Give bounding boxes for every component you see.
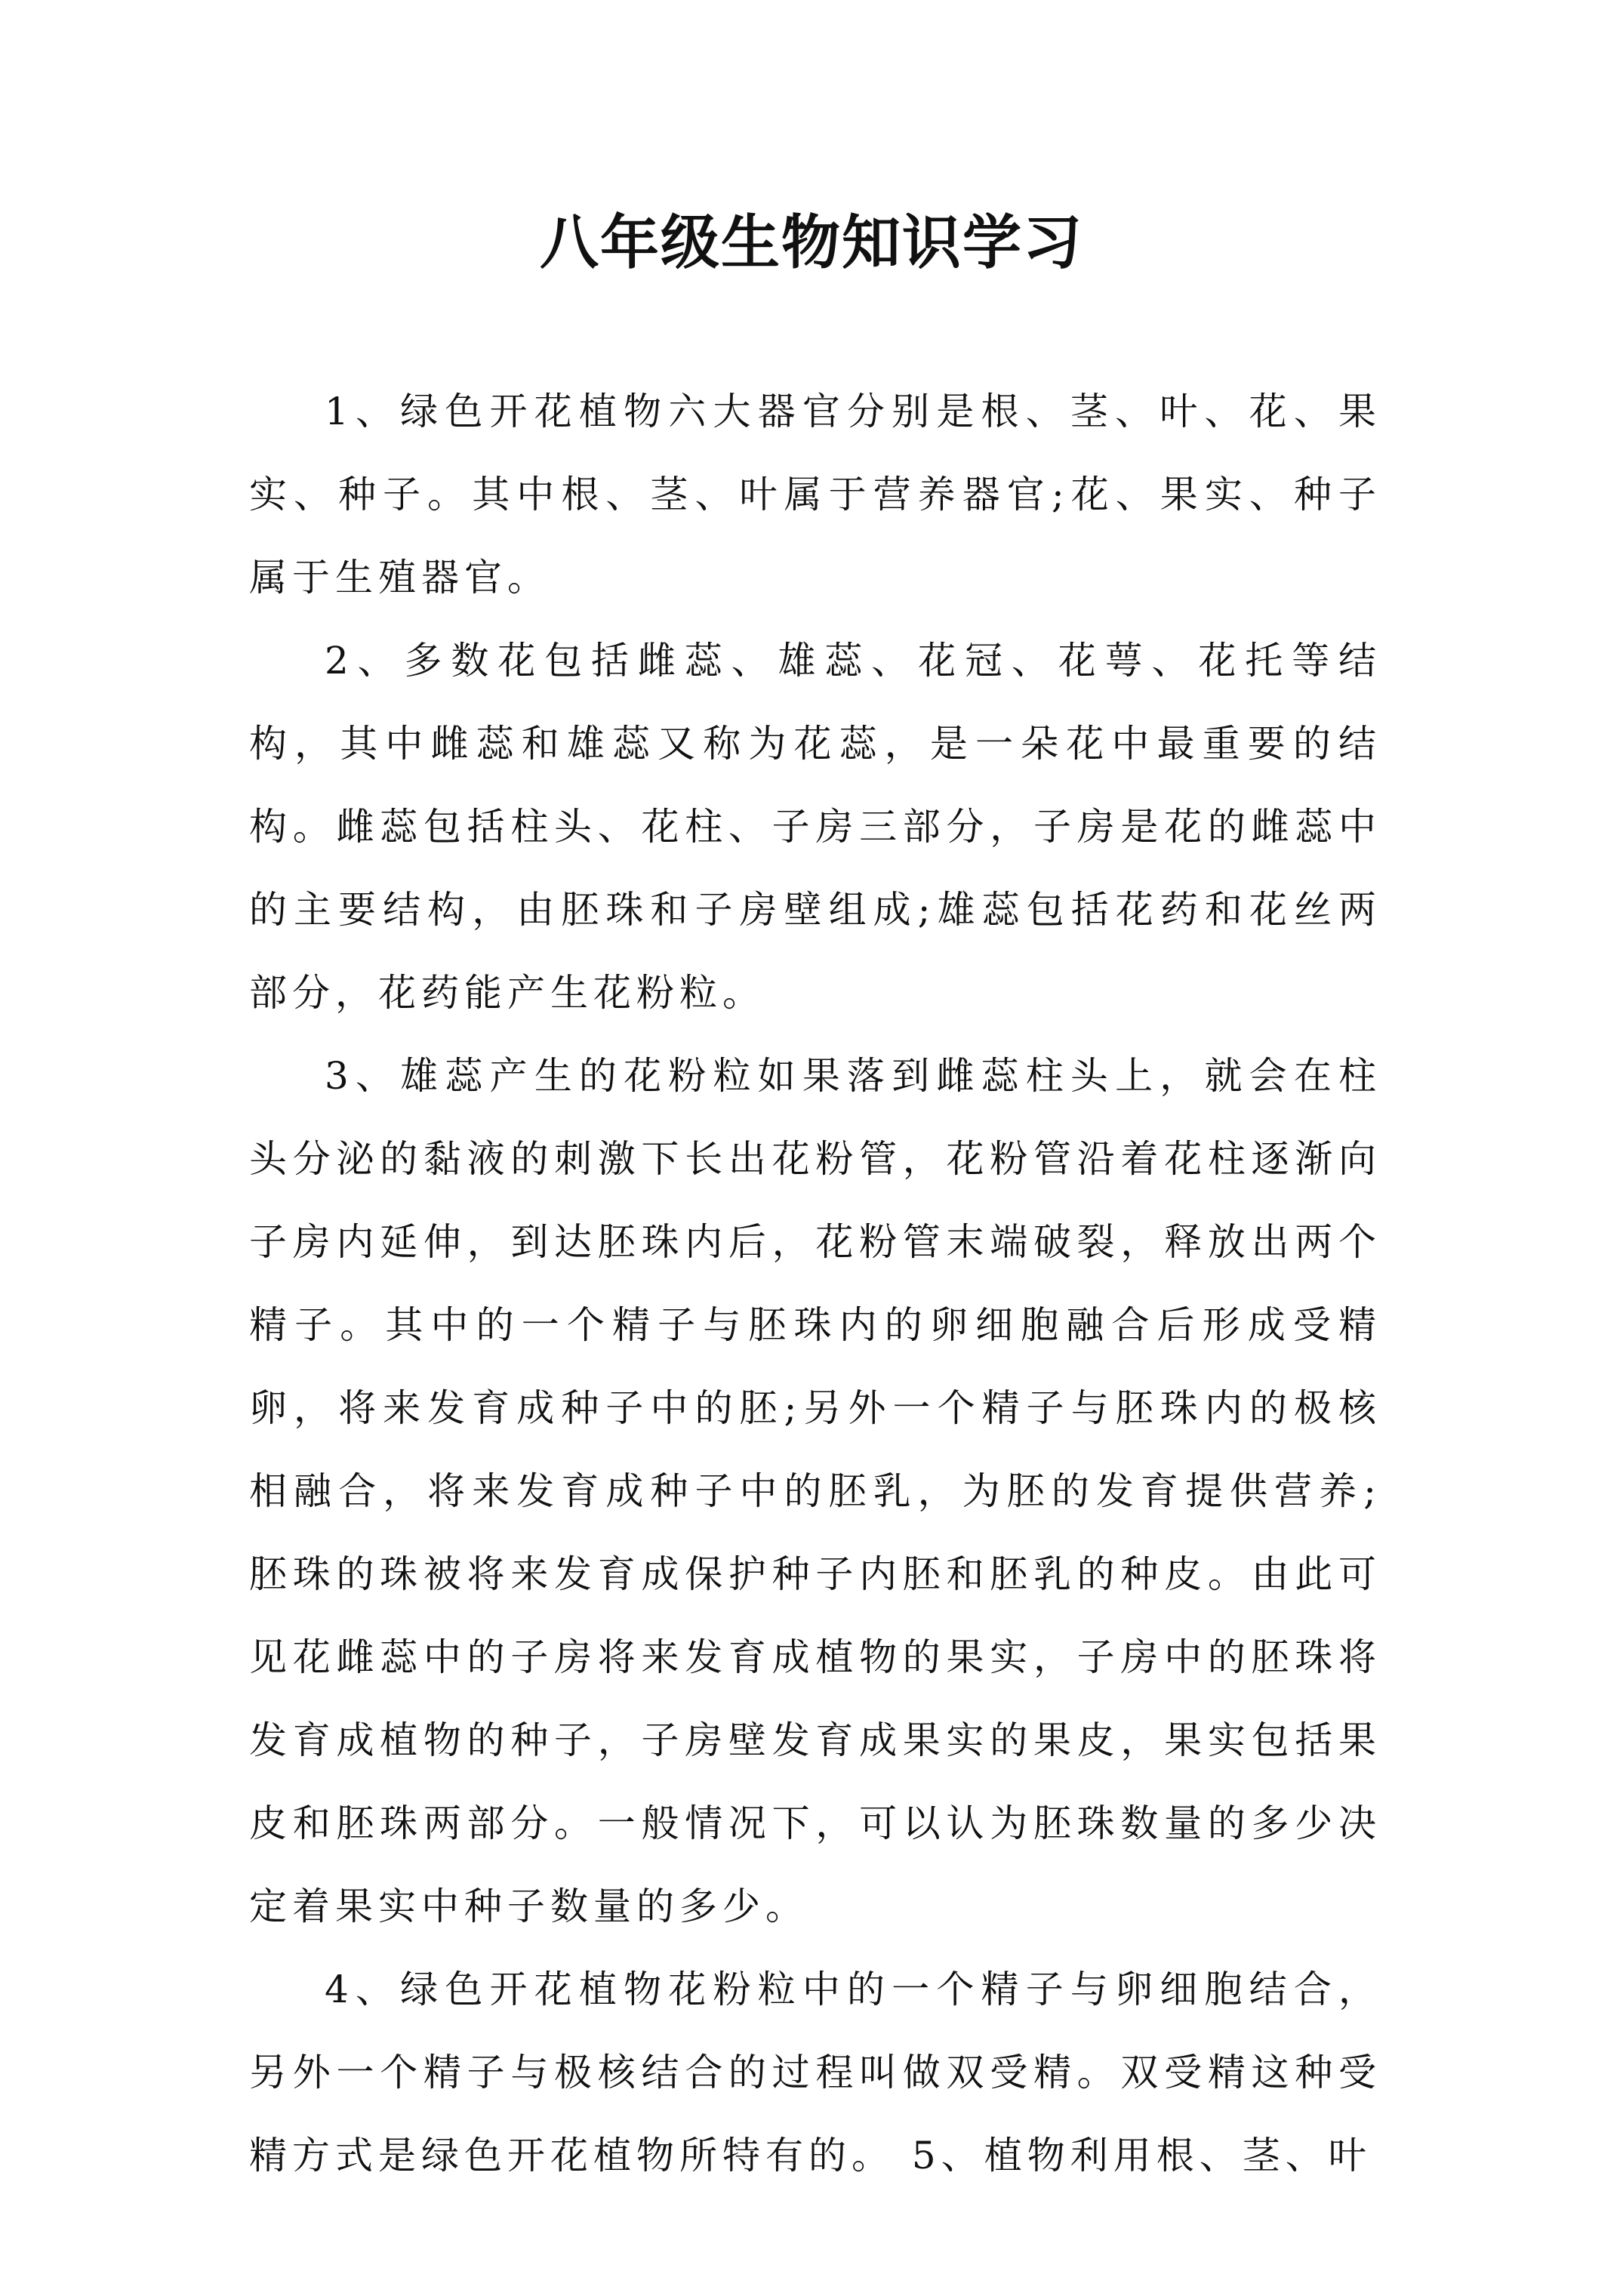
paragraph-4: 4、绿色开花植物花粉粒中的一个精子与卵细胞结合，另外一个精子与极核结合的过程叫做双受精。双受精这种受精方式是绿色开花植物所特有的。 5、植物利用根、茎、叶 (249, 1968, 1381, 2177)
paragraph-1: 1、绿色开花植物六大器官分别是根、茎、叶、花、果实、种子。其中根、茎、叶属于营养器官;花、果实、种子属于生殖器官。 (249, 390, 1381, 599)
document-title: 八年级生物知识学习 (539, 209, 1083, 277)
paragraph-2: 2、多数花包括雌蕊、雄蕊、花冠、花萼、花托等结构，其中雌蕊和雄蕊又称为花蕊，是一朵花中最重要的结构。雌蕊包括柱头、花柱、子房三部分，子房是花的雌蕊中的主要结构，由胚珠和子房壁组成;雄蕊包括花药和花丝两部分，花药能产生花粉粒。 (249, 639, 1381, 1015)
document-body (249, 370, 1381, 2197)
paragraph-3: 3、雄蕊产生的花粉粒如果落到雌蕊柱头上，就会在柱头分泌的黏液的刺激下长出花粉管，花粉管沿着花柱逐渐向子房内延伸，到达胚珠内后，花粉管末端破裂，释放出两个精子。其中的一个精子与胚珠内的卵细胞融合后形成受精卵，将来发育成种子中的胚;另外一个精子与胚珠内的极核相融合，将来发育成种子中的胚乳，为胚的发育提供营养;胚珠的珠被将来发育成保护种子内胚和胚乳的种皮。由此可见花雌蕊中的子房将来发育成植物的果实，子房中的胚珠将发育成植物的种子，子房壁发育成果实的果皮，果实包括果皮和胚珠两部分。一般情况下，可以认为胚珠数量的多少决定着果实中种子数量的多少。 (249, 1054, 1381, 1928)
